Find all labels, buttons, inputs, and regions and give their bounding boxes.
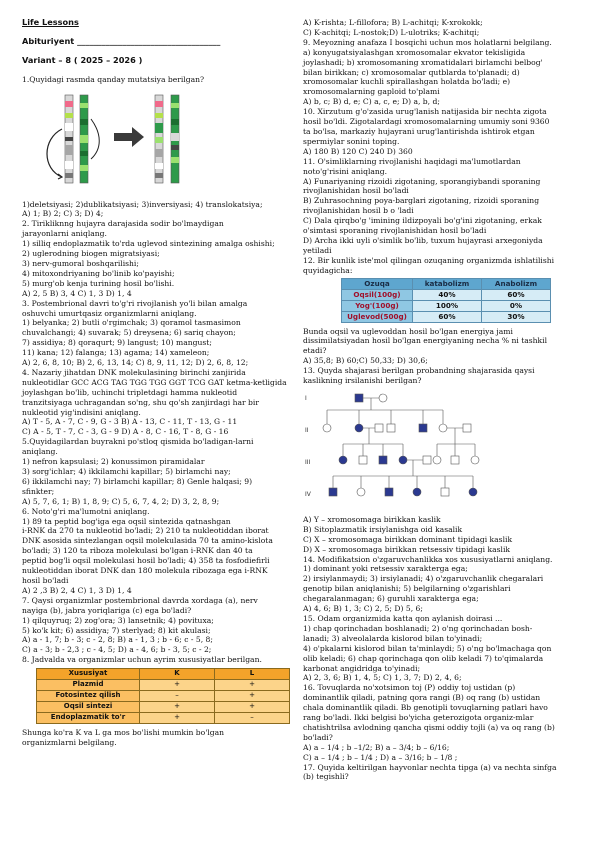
features-table <box>36 668 290 724</box>
generation-label: I <box>305 395 307 402</box>
q11-b-2: rivojlanishidan hosil b o 'ladi <box>303 206 414 216</box>
q11-d-1: D) Archa ikki uyli o'simlik bo'lib, tuxum hujayrasi arxegoniyda <box>303 235 543 245</box>
q13-text: 13. Quyda shajarasi berilgan probandning shajarasida qaysi <box>303 366 535 376</box>
female-affected-symbol <box>469 488 477 496</box>
table-cell: 60% <box>413 311 482 322</box>
arrow-right-icon <box>114 127 144 147</box>
q8-text: 8. Jadvalda va organizmlar uchun ayrim xususiyatlar berilgan. <box>22 655 262 665</box>
q1-answers: A) 1; B) 2; C) 3; D) 4; <box>22 209 104 219</box>
q14-line-2: 2) irsiylanmaydi; 3) irsiylanadi; 4) o'zgaruvchanlik chegaralari <box>303 574 544 584</box>
table-header: Xususiyat <box>37 669 140 680</box>
generation-label: III <box>305 459 311 466</box>
q15-text: 15. Odam organizmida katta qon aylanish doirasi ... <box>303 613 503 623</box>
male-affected-symbol <box>379 456 387 464</box>
q4-text-3: joylashgan bo'lib, uchinchi tripletdagi hamma nukleotid <box>22 387 238 397</box>
table-header-row <box>37 669 290 680</box>
chromosome-after-2 <box>171 95 179 183</box>
q16-line-4: rang bo'ladi. Ikki belgisi bo'yicha geterozigota organiz-mlar <box>303 713 534 723</box>
table-cell: + <box>140 702 215 713</box>
male-symbol <box>451 456 459 464</box>
q3-opts-d: 11) kana; 12) falanga; 13) agama; 14) xameleon; <box>22 348 210 358</box>
q9-line-5: xromosomalarning gaploid to'plami <box>303 87 440 97</box>
table-header: Anabolizm <box>482 278 551 289</box>
generation-label: IV <box>305 491 311 498</box>
female-affected-symbol <box>413 488 421 496</box>
chromosome-before-2 <box>80 95 88 183</box>
table-cell: 100% <box>413 300 482 311</box>
table-row <box>37 691 290 702</box>
q4-text-5: nukleotid yig'indisini aniqlang. <box>22 407 141 417</box>
table-cell: – <box>215 713 290 724</box>
q3-opts-b: chuvalchangi; 4) suvarak; 5) dreysena; 6) sariq chayon; <box>22 328 236 338</box>
q6-line-5: peptid bog'li oqsil molekulasi hosil bo'ladi; 4) 358 ta fosfodiefirli <box>22 556 270 566</box>
q5-opts-a: 1) nefron kapsulasi; 2) konussimon piramidalar <box>22 457 205 467</box>
q4-text-2: nukleotidlar GCC ACG TAG TGG TGG GGT TCG GAT ketma-ketligida <box>22 377 287 387</box>
q16-answers-a: A) a – 1/4 ; b –1/2; B) a – 3/4; b – 6/16; <box>303 742 450 752</box>
table-cell: + <box>140 713 215 724</box>
table-row <box>342 300 551 311</box>
q16-line-5: chatishtrilsa avlodning qancha qismi oddiy tojli (a) va oq rang (b) <box>303 722 555 732</box>
q7-answers-b: C) a - 3; b - 2,3 ; c - 4, 5; D) a - 4, 6; b - 3, 5; c - 2; <box>22 645 212 655</box>
q12-line-2: Bunda oqsil va uglevoddan hosil bo'lgan energiya jami <box>303 326 513 336</box>
table-cell: Yog'(100g) <box>342 300 413 311</box>
q9-line-2: joylashadi; b) xromosomaning xromatidalari birlamchi belbog' <box>303 57 543 67</box>
male-symbol <box>441 488 449 496</box>
q14-line-3: genotip bilan aniqlanishi; 5) belgilarning o'zgarishlari <box>303 584 511 594</box>
chromosome-before-1 <box>65 95 73 183</box>
q2-opt-5: 5) murg'ob kenja turining hosil bo'lishi. <box>22 278 175 288</box>
q17-text: 17. Quyida keltirilgan hayvonlar nechta tipga (a) va nechta sinfga <box>303 762 557 772</box>
q6-answers: A) 2 ,3 B) 2, 4 C) 1, 3 D) 1, 4 <box>22 585 132 595</box>
q2-opt-1: 1) silliq endoplazmatik to'rda uglevod sintezining amalga oshishi; <box>22 239 275 249</box>
q1-options: 1)deletsiyasi; 2)dublikatsiyasi; 3)inversiyasi; 4) translokatsiya; <box>22 199 263 209</box>
q6-line-4: bo'ladi; 3) 120 ta riboza molekulasi bo'lgan i-RNK dan 40 ta <box>22 546 253 556</box>
male-symbol <box>387 424 395 432</box>
q5-opts-d: sfinkter; <box>22 486 55 496</box>
q3-answers: A) 2, 6, 8, 10; B) 2, 6, 13, 14; C) 8, 9, 11, 12; D) 2, 6, 8, 12; <box>22 358 249 368</box>
q14-text: 14. Modifikatsion o'zgaruvchanlikka xos xususiyatlarni aniqlang. <box>303 554 553 564</box>
female-symbol <box>323 424 331 432</box>
q6-text: 6. Noto'g'ri ma'lumotni aniqlang. <box>22 506 150 516</box>
q3-opts-c: 7) assidiya; 8) qoraqurt; 9) langust; 10) mangust; <box>22 338 212 348</box>
q7-text-cont: nayiga (b), jabra yoriqlariga (c) ega bo'ladi? <box>22 605 192 615</box>
q15-line-1: 1) chap qorinchadan boshlanadi; 2) o'ng qorinchadan bosh- <box>303 623 533 633</box>
q11-d-2: yetiladi <box>303 245 332 255</box>
q12-line-4: etadi? <box>303 346 327 356</box>
q7-opts-a: 1) qilquyruq; 2) zog'ora; 3) lansetnik; 4) povituxa; <box>22 615 214 625</box>
table-cell: Oqsil(100g) <box>342 289 413 300</box>
q5-opts-c: 6) ikkilamchi nay; 7) birlamchi kapillar; 8) Genle halqasi; 9) <box>22 476 253 486</box>
male-affected-symbol <box>355 394 363 402</box>
q14-line-4: chegaralanmagan; 6) guruhli xarakterga ega; <box>303 594 479 604</box>
q13-text-cont: kaslikning irsilanishi berilgan? <box>303 376 422 386</box>
female-symbol <box>357 488 365 496</box>
q11-a-1: A) Funariyaning rizoidi zigotaning, sporangiybandi sporaning <box>303 176 541 186</box>
male-symbol <box>375 424 383 432</box>
q15-line-4: olib keladi; 6) chap qorinchaga qon olib keladi 7) to'qimalarda <box>303 653 544 663</box>
table-row <box>37 713 290 724</box>
q16-text: 16. Tovuqlarda no'xotsimon toj (P) oddiy toj ustidan (p) <box>303 683 516 693</box>
q16-line-3: chala dominantlik qiladi. Bb genotipli tovuqlarning patlari havo <box>303 703 548 713</box>
q16-answers-b: C) a – 1/4 ; b – 1/4 ; D) a – 3/16; b – 1/8 ; <box>303 752 458 762</box>
table-cell: 0% <box>482 300 551 311</box>
male-symbol <box>463 424 471 432</box>
female-affected-symbol <box>399 456 407 464</box>
applicant-line: Abituriyent ___________________________________ <box>22 35 221 46</box>
q16-line-2: dominantlik qiladi, patning qora rangi (B) oq rang (b) ustidan <box>303 693 541 703</box>
q12-text-cont: quyidagicha: <box>303 265 353 275</box>
q16-line-6: bo'ladi? <box>303 732 333 742</box>
q13-answer-b: B) Sitoplazmatik irsiylanishga oid kasalik <box>303 524 463 534</box>
table-cell: 30% <box>482 311 551 322</box>
q8-text-2: Shunga ko'ra K va L ga mos bo'lishi mumkin bo'lgan <box>22 728 225 738</box>
q12-text: 12. Bir kunlik iste'mol qilingan ozuqaning organizmda ishlatilishi <box>303 255 555 265</box>
q6-line-2: i-RNK da 270 ta nukleotid bo'ladi; 2) 210 ta nukleotiddan iborat <box>22 526 269 536</box>
q8-text-3: organizmlarni belgilang. <box>22 738 117 748</box>
table-header: K <box>140 669 215 680</box>
q13-answer-a: A) Y – xromosomaga birikkan kaslik <box>303 514 441 524</box>
male-affected-symbol <box>419 424 427 432</box>
q4-answers-b: C) A - 5, T - 7, C - 3, G - 9 D) A - 8, C - 16, T - 8, G - 16 <box>22 427 229 437</box>
q15-line-2: lanadi; 3) alveolalarda kislorod bilan to'yinadi; <box>303 633 483 643</box>
q6-line-6: nukleotiddan iborat DNK dan 180 molekula ribozaga ega i-RNK <box>22 566 268 576</box>
q2-answers: A) 2, 5 B) 3, 4 C) 1, 3 D) 1, 4 <box>22 288 132 298</box>
q4-text-4: tranzitsiyaga uchragandan so'ng, shu qo'sh zanjirdagi har bir <box>22 397 259 407</box>
table-row <box>37 680 290 691</box>
female-symbol <box>439 424 447 432</box>
chromosome-after-1 <box>155 95 163 183</box>
q6-line-1: 1) 89 ta peptid bog'iga ega oqsil sintezida qatnashgan <box>22 516 231 526</box>
table-header-row <box>342 278 551 289</box>
table-header: L <box>215 669 290 680</box>
variant-line: Variant – 8 ( 2025 – 2026 ) <box>22 54 143 65</box>
q2-text: 2. Tirikliknng hujayra darajasida sodir bo'lmaydigan <box>22 219 224 229</box>
q15-line-5: karbonat angidridga to'yinadi; <box>303 663 421 673</box>
table-header: Ozuqa <box>342 278 413 289</box>
q7-answers-a: A) a - 1, 7; b - 3; c - 2, 8; B) a - 1, 3 ; b - 6; c - 5, 8; <box>22 635 213 645</box>
table-cell: + <box>215 691 290 702</box>
table-cell: Oqsil sintezi <box>37 702 140 713</box>
metabolism-table <box>341 278 551 323</box>
generation-label: II <box>305 427 309 434</box>
q5-text-cont: aniqlang. <box>22 447 58 457</box>
q3-text: 3. Postembrional davri to'g'ri rivojlanish yo'li bilan amalga <box>22 298 248 308</box>
q7-opts-b: 5) ko'k kit; 6) assidiya; 7) sterlyad; 8) kit akulasi; <box>22 625 211 635</box>
q6-line-7: hosil bo'ladi <box>22 575 69 585</box>
table-cell: + <box>140 680 215 691</box>
q5-opts-b: 3) sorg'ichlar; 4) ikkilamchi kapillar; 5) birlamchi nay; <box>22 467 231 476</box>
q8-answers-a: A) K-rishta; L-fillofora; B) L-achitqi; K-xrokokk; <box>303 18 483 27</box>
table-cell: + <box>215 702 290 713</box>
doc-title: Life Lessons <box>22 17 79 27</box>
q2-opt-4: 4) mitoxondriyaning bo'linib ko'payishi; <box>22 268 175 278</box>
left-column <box>22 18 294 748</box>
male-affected-symbol <box>329 488 337 496</box>
table-cell: Uglevod(500g) <box>342 311 413 322</box>
table-cell: 40% <box>413 289 482 300</box>
q9-text: 9. Meyozning anafaza I bosqichi uchun mos holatlarni belgilang. <box>303 37 552 47</box>
q10-line-2: hosil bo'ldi. Zigotalardagi xromosomalarning umumiy soni 9360 <box>303 117 550 127</box>
q12-line-3: dissimilatsiyadan hosil bo'lgan energiyaning necha % ni tashkil <box>303 336 548 346</box>
q15-answers: A) 2, 3, 6; B) 1, 4, 5; C) 1, 3, 7; D) 2, 4, 6; <box>303 673 462 683</box>
q2-opt-3: 3) nerv-gumoral boshqarilishi; <box>22 258 139 268</box>
q4-text: 4. Nazariy jihatdan DNK molekulasining birinchi zanjirida <box>22 367 246 377</box>
table-cell: Plazmid <box>37 680 140 691</box>
table-cell: 60% <box>482 289 551 300</box>
q9-line-1: a) konyugatsiyalashgan xromosomalar ekvator tekisligida <box>303 47 526 57</box>
q7-text: 7. Qaysi organizmlar postembrional davrda xordaga (a), nerv <box>22 595 258 605</box>
q6-line-3: DNK asosida sintezlangan oqsil molekulasida 70 ta amino-kislota <box>22 536 273 546</box>
table-cell: Fotosintez qilish <box>37 691 140 702</box>
q13-answer-d: D) X – xromosomaga birikkan retsessiv tipidagi kaslik <box>303 544 510 554</box>
q9-line-4: xromosomalar kuchli spirallashgan holatda bo'ladi; e) <box>303 77 511 87</box>
q13-answer-c: C) X – xromosomaga birikkan dominant tipidagi kaslik <box>303 534 513 544</box>
q10-line-4: spermiylar sonini toping. <box>303 136 400 146</box>
q3-opts-a: 1) belyanka; 2) butli o'rgimchak; 3) qoramol tasmasimon <box>22 318 241 328</box>
male-affected-symbol <box>385 488 393 496</box>
female-symbol <box>471 456 479 464</box>
pedigree-chart <box>303 390 503 508</box>
q10-answers: A) 180 B) 120 C) 240 D) 360 <box>303 146 413 156</box>
q10-line-3: ta bo'lsa, markaziy hujayrani urug'lantirishda ishtirok etgan <box>303 126 535 136</box>
female-symbol <box>433 456 441 464</box>
q1-text: 1.Quyidagi rasmda qanday mutatsiya berilgan? <box>22 74 205 84</box>
female-affected-symbol <box>339 456 347 464</box>
q11-c-2: o'simtasi sporaning rivojlanishidan hosil bo'ladi <box>303 226 487 236</box>
q9-answers: A) b, c; B) d, e; C) a, c, e; D) a, b, d; <box>303 97 440 107</box>
mutation-figure <box>22 89 222 193</box>
q11-text-cont: noto'g'risini aniqlang. <box>303 166 388 176</box>
q14-line-1: 1) dominant yoki retsessiv xarakterga ega; <box>303 564 468 574</box>
q10-text: 10. Xirzutum g'o'zasida urug'lanish natijasida bir nechta zigota <box>303 107 547 117</box>
q11-c-1: C) Dala qirqbo'g 'imining ildizpoyali bo'g'ini zigotaning, erkak <box>303 216 542 226</box>
q14-answers: A) 4, 6; B) 1, 3; C) 2, 5; D) 5, 6; <box>303 604 423 614</box>
table-cell: – <box>140 691 215 702</box>
table-row <box>342 311 551 322</box>
q12-answers: A) 35,8; B) 60;C) 50,33; D) 30,6; <box>303 356 428 366</box>
table-cell: + <box>215 680 290 691</box>
table-row <box>342 289 551 300</box>
q11-b-1: B) Zuhrasochning poya-barglari zigotaning, rizoidi sporaning <box>303 196 540 206</box>
q8-answers-b: C) K-achitqi; L-nostok;D) L-ulotriks; K-achitqi; <box>303 27 480 37</box>
q11-text: 11. O'simliklarning rivojlanishi haqidagi ma'lumotlardan <box>303 156 521 166</box>
q2-opt-2: 2) uglerodning biogen migratsiyasi; <box>22 249 160 259</box>
right-column <box>303 18 577 782</box>
table-row <box>37 702 290 713</box>
female-affected-symbol <box>355 424 363 432</box>
q11-a-2: rivojlanishidan hosil bo'ladi <box>303 186 409 196</box>
q3-text-cont: oshuvchi umurtqasiz organizmlarni aniqlang. <box>22 308 197 318</box>
female-symbol <box>379 394 387 402</box>
male-symbol <box>359 456 367 464</box>
male-symbol <box>423 456 431 464</box>
q5-answers: A) 5, 7, 6, 1; B) 1, 8, 9; C) 5, 6, 7, 4, 2; D) 3, 2, 8, 9; <box>22 496 220 506</box>
q17-text-cont: (b) tegishli? <box>303 772 349 782</box>
q5-text: 5.Quyidagilardan buyrakni po'stloq qismida bo'ladigan-larni <box>22 437 254 447</box>
q4-answers-a: A) T - 5, A - 7, C - 9, G - 3 B) A - 13, C - 11, T - 13, G - 11 <box>22 417 238 427</box>
q9-line-3: bilan birikkan; c) xromosomalar qutblarda to'planadi; d) <box>303 67 520 77</box>
q15-line-3: 4) o'pkalarni kislorod bilan ta'minlaydi; 5) o'ng bo'lmachaga qon <box>303 643 552 653</box>
q2-text-cont: jarayonlarni aniqlang. <box>22 229 107 239</box>
table-header: katabolizm <box>413 278 482 289</box>
table-cell: Endoplazmatik to'r <box>37 713 140 724</box>
